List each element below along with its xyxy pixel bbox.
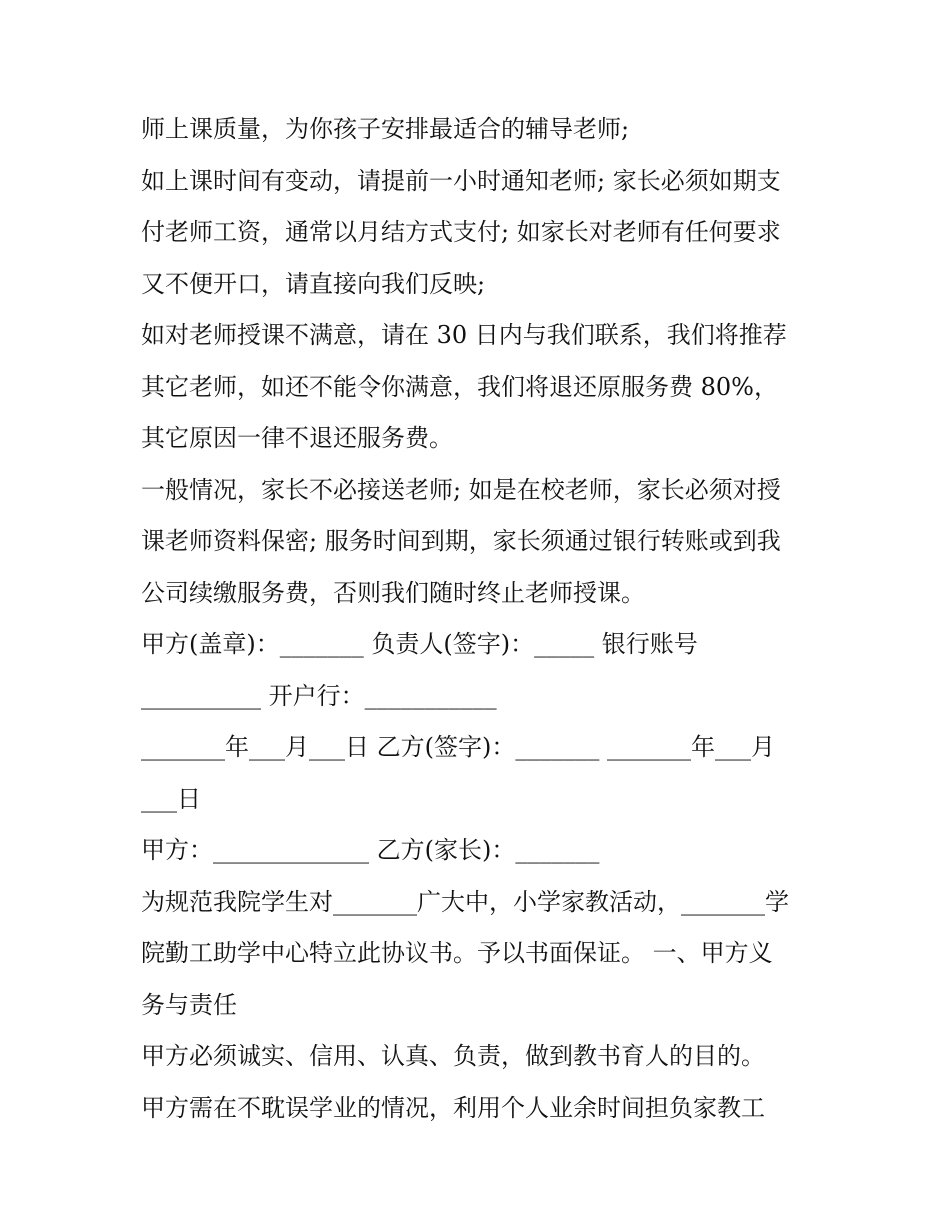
text-line: 公司续缴服务费，否则我们随时终止老师授课。: [141, 578, 645, 607]
signature-line-party-a: 甲方(盖章)：_______ 负责人(签字)：_____ 银行账号: [141, 630, 698, 658]
text-line: 一般情况，家长不必接送老师; 如是在校老师，家长必须对授: [141, 475, 781, 504]
text-line: 其它原因一律不退还服务费。: [141, 424, 453, 452]
text-line: 师上课质量，为你孩子安排最适合的辅导老师;: [141, 115, 630, 143]
bank-line: __________ 开户行：___________: [141, 681, 497, 710]
text-line: 其它老师，如还不能令你满意，我们将退还原服务费 80%，: [141, 372, 778, 401]
text-line: 院勤工助学中心特立此协议书。予以书面保证。 一、甲方义: [141, 939, 773, 967]
date-signature-line: _______年___月___日 乙方(签字)：_______ _______年___月: [141, 733, 775, 761]
text-line: 甲方必须诚实、信用、认真、负责，做到教书育人的目的。: [141, 1042, 765, 1070]
text-line: 课老师资料保密; 服务时间到期，家长须通过银行转账或到我: [141, 527, 781, 555]
text-line: 如上课时间有变动，请提前一小时通知老师; 家长必须如期支: [141, 166, 781, 195]
parties-line: 甲方：_____________ 乙方(家长)：_______: [141, 836, 600, 864]
document-body: [141, 104, 821, 1134]
text-line: 为规范我院学生对_______广大中，小学家教活动，_______学: [141, 887, 789, 916]
text-line: 付老师工资，通常以月结方式支付; 如家长对老师有任何要求: [141, 218, 781, 246]
section-heading-line: 务与责任: [141, 990, 237, 1019]
text-line: 又不便开口，请直接向我们反映;: [141, 269, 486, 298]
text-line: 如对老师授课不满意，请在 30 日内与我们联系，我们将推荐: [141, 321, 787, 349]
date-day-line: ___日: [141, 784, 201, 813]
text-line: 甲方需在不耽误学业的情况，利用个人业余时间担负家教工: [141, 1093, 765, 1122]
